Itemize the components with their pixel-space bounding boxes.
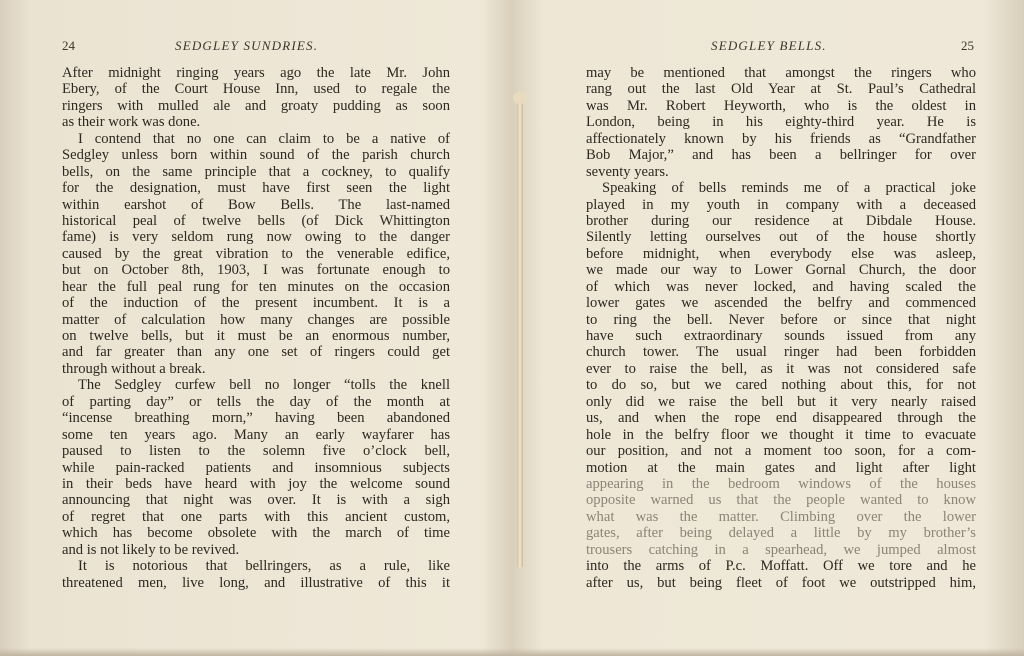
text-line: rang out the last Old Year at St. Paul’s Cathedral <box>586 81 976 98</box>
text-line: for the designation, must have first seen the light <box>62 180 450 197</box>
text-line: after us, but being fleet of foot we outstripped him, <box>586 574 976 591</box>
text-line: Bob Major,” and has been a bellringer for over <box>586 147 976 164</box>
text-line: announcing that night was over. It is with a sigh <box>62 492 450 509</box>
text-line: of which was never locked, and having scaled the <box>586 278 976 295</box>
page-body <box>586 65 976 591</box>
text-line: Ebery, of the Court House Inn, used to regale the <box>62 81 450 98</box>
text-line: we made our way to Lower Gornal Church, the door <box>586 262 976 279</box>
text-line: to do so, but we cared nothing about this, for not <box>586 377 976 394</box>
running-head: SEDGLEY SUNDRIES. <box>175 38 319 53</box>
text-line: some ten years ago. Many an early wayfarer has <box>62 426 450 443</box>
text-line: may be mentioned that amongst the ringers who <box>586 65 976 81</box>
text-line: Speaking of bells reminds me of a practical joke <box>602 180 976 197</box>
text-line: threatened men, live long, and illustrative of this it <box>62 574 450 591</box>
text-line: what was the matter. Climbing over the lower <box>586 508 976 525</box>
running-head: SEDGLEY BELLS. <box>711 38 827 53</box>
text-line: I contend that no one can claim to be a native of <box>78 130 450 147</box>
text-line: to ring the bell. Never before or since that night <box>586 311 976 328</box>
text-line: motion at the main gates and light after light <box>586 459 976 476</box>
text-line: and is not likely to be revived. <box>62 541 240 558</box>
text-line: Sedgley unless born within sound of the parish church <box>62 147 450 164</box>
page-body <box>62 65 450 591</box>
text-line: It is notorious that bellringers, as a rule, like <box>78 558 450 575</box>
text-line: our position, and not a moment too soon, for a com- <box>586 443 976 460</box>
page-bottom-edge <box>0 648 1024 656</box>
text-line: gates, after being delayed a little by my brother’s <box>586 525 976 542</box>
text-line: which has become obsolete with the march of time <box>62 525 450 542</box>
text-line: matter of calculation how many changes are possible <box>62 311 450 328</box>
text-line: affectionately known by his friends as “Grandfather <box>586 130 976 147</box>
page-number: 24 <box>62 38 75 53</box>
text-line: paused to listen to the solemn five o’clock bell, <box>62 443 450 460</box>
text-line: trousers catching in a spearhead, we jumped almost <box>586 541 976 558</box>
text-line: in their beds have heard with joy the welcome sound <box>62 475 450 492</box>
text-line: of regret that one parts with this ancient custom, <box>62 508 450 525</box>
text-line: fame) is very seldom rung now owing to the danger <box>62 229 450 246</box>
text-line: seventy years. <box>586 163 669 180</box>
right-page <box>512 0 1024 656</box>
text-line: brother during our residence at Dibdale House. <box>586 212 976 229</box>
text-line: have such extraordinary sounds issued from any <box>586 328 976 344</box>
text-line: opposite warned us that the people wanted to know <box>586 492 976 509</box>
text-line: Silently letting ourselves out of the house shortly <box>586 229 976 246</box>
text-line: on twelve bells, but it must be an enormous number, <box>62 328 450 344</box>
text-line: as their work was done. <box>62 114 201 131</box>
text-line: ever to raise the bell, as it was not considered safe <box>586 360 976 377</box>
text-line: of the induction of the present incumbent. It is a <box>62 295 450 312</box>
text-line: through without a break. <box>62 360 206 377</box>
text-line: church tower. The usual ringer had been forbidden <box>586 344 976 361</box>
text-line: hear the full peal rung for ten minutes on the occasion <box>62 278 450 295</box>
text-line: but on October 8th, 1903, I was fortunate enough to <box>62 262 450 279</box>
text-line: appearing in the bedroom windows of the houses <box>586 475 976 492</box>
text-line: bells, on the same principle that a cockney, to qualify <box>62 163 450 180</box>
text-line: lower gates we ascended the belfry and commenced <box>586 295 976 312</box>
text-line: us, and when the rope end disappeared through the <box>586 410 976 427</box>
text-line: After midnight ringing years ago the late Mr. John <box>62 65 450 81</box>
text-line: into the arms of P.c. Moffatt. Off we tore and he <box>586 558 976 575</box>
text-line: and far greater than any one set of ringers could get <box>62 344 450 361</box>
text-line: hole in the belfry floor we thought it time to evacuate <box>586 426 976 443</box>
text-line: “incense breathing morn,” having been abandoned <box>62 410 450 427</box>
text-line: played in my youth in company with a deceased <box>586 196 976 213</box>
text-line: within earshot of Bow Bells. The last-named <box>62 196 450 213</box>
page-number: 25 <box>961 38 974 53</box>
text-line: while pain-racked patients and insomnious subjects <box>62 459 450 476</box>
text-line: The Sedgley curfew bell no longer “tolls the knell <box>78 377 450 394</box>
text-line: ringers with mulled ale and groaty pudding as soon <box>62 97 450 114</box>
text-line: caused by the great vibration to the venerable edifice, <box>62 245 450 262</box>
text-line: London, being in his eighty-third year. He is <box>586 114 976 131</box>
text-line: only did we raise the bell but it very nearly raised <box>586 393 976 410</box>
text-line: of parting day” or tells the day of the month at <box>62 393 450 410</box>
text-line: historical peal of twelve bells (of Dick Whittington <box>62 212 450 229</box>
text-line: before midnight, when everybody else was asleep, <box>586 245 976 262</box>
text-line: was Mr. Robert Heyworth, who is the oldest in <box>586 97 976 114</box>
